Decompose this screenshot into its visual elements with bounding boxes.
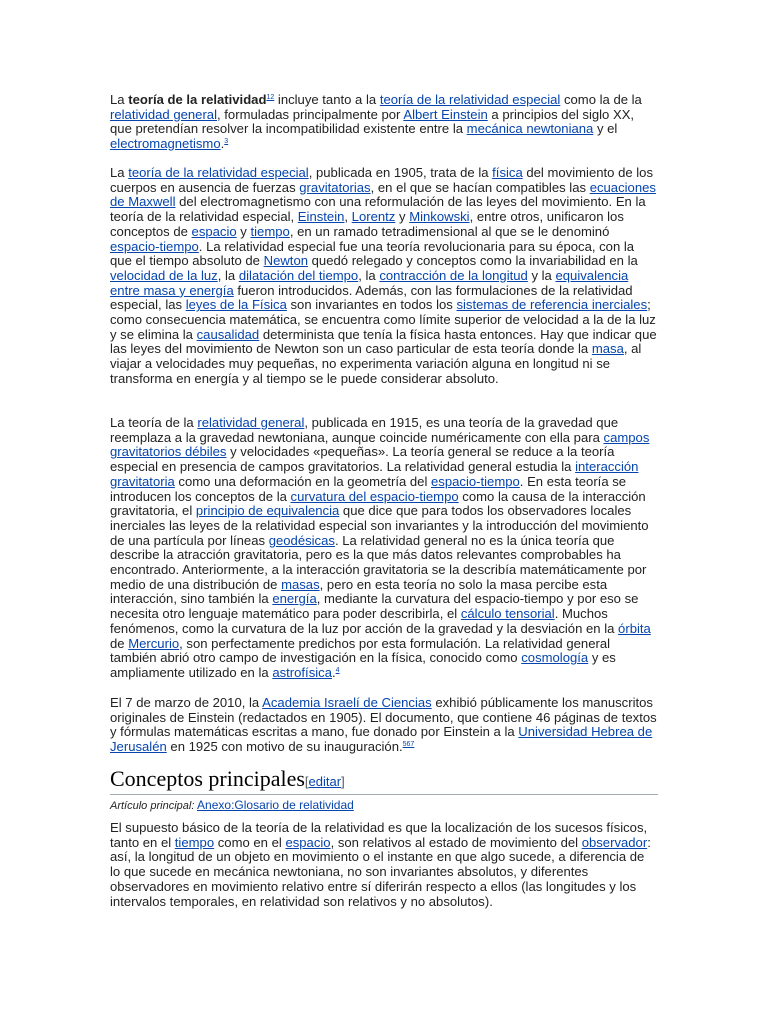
link-espacio[interactable]: espacio — [191, 223, 237, 239]
text: La — [110, 165, 129, 180]
text: , en el que se hacían compatibles las — [370, 179, 590, 195]
link-minkowski[interactable]: Minkowski — [409, 209, 470, 225]
text: determinista que tenía la física hasta entonces. Hay que indicar que las leyes del movimiento de Newton son un caso particular de esta teoría donde la — [110, 326, 657, 357]
link-velocidad-luz[interactable]: velocidad de la luz — [110, 267, 218, 283]
link-curvatura-espacio-tiempo[interactable]: curvatura del espacio-tiempo — [290, 488, 459, 504]
link-relatividad-especial[interactable]: teoría de la relatividad especial — [128, 165, 309, 180]
text: fueron introducidos. Además, con las formulaciones de la relatividad especial, las — [110, 282, 633, 313]
link-dilatacion-tiempo[interactable]: dilatación del tiempo — [238, 267, 359, 283]
text: La — [110, 92, 129, 107]
text: , la — [217, 267, 239, 283]
link-electromagnetismo[interactable]: electromagnetismo — [110, 136, 221, 152]
text: del movimiento de los cuerpos en ausencia de fuerzas — [110, 165, 654, 195]
link-cosmologia[interactable]: cosmología — [521, 650, 589, 666]
link-geodesicas[interactable]: geodésicas — [268, 532, 335, 548]
link-observador[interactable]: observador — [581, 834, 648, 850]
text: , pero en esta teoría no solo la masa percibe esta interacción, sino también la — [110, 576, 608, 607]
manuscripts-paragraph — [110, 696, 658, 755]
text: como la causa de la interacción gravitatoria, el — [110, 488, 646, 519]
text: La teoría de la — [110, 415, 198, 430]
text: , la — [358, 267, 380, 283]
bracket: [ — [304, 774, 309, 789]
link-relatividad-general[interactable]: relatividad general — [110, 106, 218, 122]
link-glosario-relatividad[interactable]: Anexo:Glosario de relatividad — [197, 798, 354, 812]
link-orbita[interactable]: órbita — [618, 620, 651, 636]
link-interaccion-gravitatoria[interactable]: interacción gravitatoria — [110, 459, 639, 489]
text: . La relatividad general no es la única teoría que describe la atracción gravitatoria, pero es la que más datos relevantes comprobables ha encontrado. Anteriormente, a la interacción gravitatoria se la describía matemáticamente por medio de una distribución de — [110, 532, 647, 592]
link-equivalencia-masa-energia[interactable]: equivalencia entre masa y energía — [110, 267, 629, 298]
text: , al viajar a velocidades muy pequeñas, no experimenta variación alguna en longitud ni se transforma en energía y al tiempo se le puede considerar absoluto. — [110, 341, 642, 386]
text: a principios del siglo XX, que pretendían resolver la incompatibilidad existente entre la — [110, 106, 635, 137]
text: y el — [593, 121, 618, 137]
link-espacio[interactable]: espacio — [285, 834, 331, 850]
link-masas[interactable]: masas — [281, 576, 320, 592]
link-espacio-tiempo[interactable]: espacio-tiempo — [431, 473, 520, 489]
text: El supuesto básico de la teoría de la relatividad es que la localización de los sucesos físicos, tanto en el — [110, 820, 648, 850]
edit-section-link — [305, 774, 345, 789]
text: como la de la — [560, 92, 642, 107]
link-masa[interactable]: masa — [591, 341, 624, 357]
text: y — [395, 209, 410, 225]
link-fisica[interactable]: física — [492, 165, 523, 180]
text: como una deformación en la geometría del — [174, 473, 431, 489]
text: , publicada en 1905, trata de la — [308, 165, 493, 180]
text: , en un ramado tetradimensional al que se le denominó — [289, 223, 610, 239]
link-einstein[interactable]: Einstein — [297, 209, 345, 225]
text: del electromagnetismo con una reformulación de las leyes del movimiento. En la teoría de la relatividad especial, — [110, 194, 646, 225]
concepts-paragraph — [110, 821, 658, 909]
text: son invariantes en todos los — [286, 297, 457, 313]
hatnote-label: Artículo principal: — [110, 800, 195, 812]
link-sistemas-referencia-inerciales[interactable]: sistemas de referencia inerciales — [456, 297, 648, 313]
text: incluye tanto a la — [274, 92, 380, 107]
link-astrofisica[interactable]: astrofísica — [272, 664, 332, 680]
text: , formuladas principalmente por — [217, 106, 404, 122]
text: exhibió públicamente los manuscritos originales de Einstein (redactados en 1905). El documento, que contiene 46 páginas de textos y fórmulas matemáticas escritas a mano, fue donado por Einstein a la — [110, 695, 657, 740]
text: , — [344, 209, 352, 225]
text: y la — [527, 267, 556, 283]
reference-link[interactable]: 4 — [335, 666, 340, 674]
link-mecanica-newtoniana[interactable]: mecánica newtoniana — [466, 121, 594, 137]
general-relativity-paragraph — [110, 416, 658, 681]
link-leyes-fisica[interactable]: leyes de la Física — [185, 297, 287, 313]
text: , publicada en 1915, es una teoría de la gravedad que reemplaza a la gravedad newtoniana, aunque coincide numéricamente con ella para — [110, 415, 619, 445]
edit-link[interactable]: editar — [308, 774, 342, 789]
text: y — [236, 223, 251, 239]
reference-link[interactable]: 3 — [224, 138, 229, 146]
text: . En esta teoría se introducen los conceptos de la — [110, 473, 627, 504]
link-energia[interactable]: energía — [272, 591, 317, 607]
link-albert-einstein[interactable]: Albert Einstein — [403, 106, 488, 122]
link-newton[interactable]: Newton — [263, 253, 309, 269]
link-lorentz[interactable]: Lorentz — [351, 209, 396, 225]
reference-link[interactable]: 567 — [402, 741, 415, 749]
link-causalidad[interactable]: causalidad — [196, 326, 260, 342]
reference-link[interactable]: 12 — [266, 94, 275, 101]
intro-paragraph — [110, 93, 658, 152]
text: de — [110, 635, 129, 651]
hatnote — [110, 798, 354, 812]
link-espacio-tiempo[interactable]: espacio-tiempo — [110, 238, 199, 254]
text: . Muchos fenómenos, como la curvatura de la luz por acción de la gravedad y la desviación en la — [110, 606, 619, 636]
article-title-bold: teoría de la relatividad — [128, 92, 267, 107]
text: El 7 de marzo de 2010, la — [110, 695, 263, 710]
text: que dice que para todos los observadores locales inerciales las leyes de la relatividad especial son invariantes y la introducción del movimiento de una partícula por líneas — [110, 503, 649, 548]
text: quedó relegado y conceptos como la invariabilidad en la — [308, 253, 638, 269]
link-contraccion-longitud[interactable]: contracción de la longitud — [379, 267, 528, 283]
text: y es ampliamente utilizado en la — [110, 650, 616, 680]
link-gravitatorias[interactable]: gravitatorias — [299, 179, 371, 195]
text: , mediante la curvatura del espacio-tiempo y por eso se necesita otro lenguaje matemático para poder describirla, el — [110, 591, 639, 622]
link-tiempo[interactable]: tiempo — [250, 223, 290, 239]
link-ecuaciones-maxwell[interactable]: ecuaciones de Maxwell — [110, 179, 656, 210]
link-academia-israeli-ciencias[interactable]: Academia Israelí de Ciencias — [262, 695, 432, 710]
link-principio-equivalencia[interactable]: principio de equivalencia — [195, 503, 340, 519]
text: ; como consecuencia matemática, se encuentra como límite superior de velocidad a la de la luz y se elimina la — [110, 297, 656, 342]
text: como en el — [214, 834, 286, 850]
section-title: Conceptos principales — [110, 766, 305, 791]
link-campos-gravitatorios-debiles[interactable]: campos gravitatorios débiles — [110, 429, 650, 460]
text: , entre otros, unificaron los conceptos de — [110, 209, 624, 239]
text: y velocidades «pequeñas». La teoría general se reduce a la teoría especial en presencia de campos gravitatorios. La relatividad general estudia la — [110, 444, 615, 475]
text: , son relativos al estado de movimiento del — [330, 834, 582, 850]
text: : así, la longitud de un objeto en movimiento o el instante en que algo sucede, a diferencia de lo que sucede en mecánica newtoniana, no son invariantes absolutos, y diferentes observadores en movimiento relativo entre sí diferirán respecto a ellos (las longitudes y los intervalos temporales, en relatividad son relativos y no absolutos). — [110, 834, 651, 909]
text: . — [331, 664, 336, 680]
section-heading — [110, 766, 658, 795]
text: . La relatividad especial fue una teoría revolucionaria para su época, con la que el tiempo absoluto de — [110, 238, 635, 269]
link-universidad-hebrea-jerusalen[interactable]: Universidad Hebrea de Jerusalén — [110, 724, 653, 755]
link-tiempo[interactable]: tiempo — [174, 834, 215, 850]
text: . — [220, 136, 225, 152]
special-relativity-paragraph — [110, 166, 658, 387]
text: , son perfectamente predichos por esta formulación. La relatividad general también abrió otro campo de investigación en la física, conocido como — [110, 635, 611, 666]
link-relatividad-general[interactable]: relatividad general — [197, 415, 305, 430]
link-relatividad-especial[interactable]: teoría de la relatividad especial — [379, 92, 561, 107]
text: en 1925 con motivo de su inauguración. — [166, 739, 403, 755]
link-calculo-tensorial[interactable]: cálculo tensorial — [460, 606, 555, 622]
link-mercurio[interactable]: Mercurio — [128, 635, 180, 651]
bracket: ] — [341, 774, 345, 789]
